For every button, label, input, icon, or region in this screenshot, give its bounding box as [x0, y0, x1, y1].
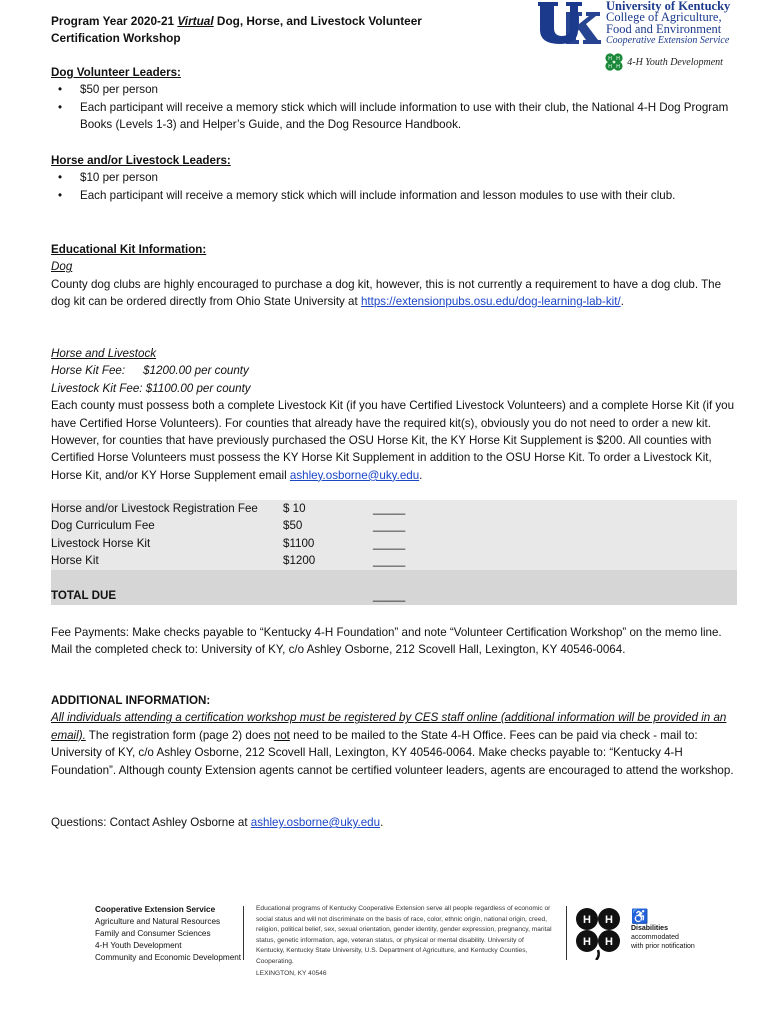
total-row: TOTAL DUE _____ — [51, 570, 737, 605]
dog-heading: Dog Volunteer Leaders: — [51, 66, 181, 79]
dog-section — [51, 64, 741, 134]
title-emphasis: Virtual — [177, 14, 214, 28]
svg-text:H: H — [583, 914, 591, 926]
dog-kit-link[interactable]: https://extensionpubs.osu.edu/dog-learning-lab-kit/ — [360, 295, 621, 309]
footer-disclaimer: Educational programs of Kentucky Cooperative Extension serve all people regardless of economic or social status and will not discriminate on the basis of race, color, ethnic origin, national origin, creed, religion, political belief, sex, sexual orientation, gender identity, gender expression, pregnancy, marital status, genetic information, age, veteran status, or physical or mental disability. University of Kentucky, Kentucky State University, U.S. Department of Agriculture, and Kentucky Counties, Cooperating. LEXINGTON, KY 40546 — [256, 905, 552, 977]
horse-livestock-text: Each county must possess both a complete Livestock Kit (if you have Certified Livestock Volunteers) and a complete Horse Kit (if you have Certified Horse Volunteers). For counties that already have the required kit(s), obviously you do not need to order a new kit. However, for counties that have previously purchased the OSU Horse Kit, the KY Horse Kit Supplement is $200. All counties with Certified Horse Volunteers must possess the KY Horse Kit Supplement in addition to the OSU Horse Kit. To order a Livestock Kit, Horse Kit, and/or KY Horse Supplement email ashley.osborne@uky.edu. — [51, 399, 735, 482]
table-row: Livestock Horse Kit $1100 _____ — [51, 535, 737, 552]
fee-table — [51, 500, 737, 605]
payment-text: Fee Payments: Make checks payable to “Kentucky 4-H Foundation” and note “Volunteer Certification Workshop” on the memo line. Mail the completed check to: University of KY, c/o Ashley Osborne, 212 Scovell Hall, Lexington, KY 40546-0064. — [51, 626, 722, 657]
svg-text:H: H — [608, 56, 612, 62]
uk-logo-text: University of Kentucky College of Agriculture, Food and Environment Cooperative Extension Service — [606, 0, 731, 46]
horse-livestock-kit-section — [51, 345, 741, 484]
accessibility-note: ♿ Disabilities accommodated with prior notification — [631, 908, 695, 950]
list-item: • Each participant will receive a memory stick which will include information and lesson modules to use with their club. — [51, 187, 741, 204]
footer-programs: Cooperative Extension Service Agriculture and Natural Resources Family and Consumer Sciences 4-H Youth Development Community and Economic Development — [95, 905, 242, 962]
svg-text:H: H — [605, 914, 613, 926]
list-item: • $10 per person — [51, 169, 741, 186]
four-h-logo: H H H H 4-H Youth Development — [604, 52, 723, 72]
additional-section — [51, 692, 741, 779]
additional-text: All individuals attending a certification workshop must be registered by CES staff online (additional information will be provided in an email). The registration form (page 2) does not need to be mailed to the State 4-H Office. Fees can be paid via check - mail to: University of KY, c/o Ashley Osborne, 212 Scovell Hall, Lexington, KY 40546-0064. Make checks payable to: “Kentucky 4-H Foundation”. Although county Extension agents cannot be certified volunteer leaders, agents are encouraged to attend the workshop. — [51, 711, 734, 777]
kit-heading: Educational Kit Information: — [51, 243, 207, 256]
questions-text: Questions: Contact Ashley Osborne at ashley.osborne@uky.edu. — [51, 816, 384, 829]
page-title: Program Year 2020-21 Virtual Dog, Horse, and Livestock Volunteer Certification Workshop — [51, 14, 422, 45]
footer-divider — [243, 906, 244, 960]
list-item: • Each participant will receive a memory stick which will include information to use with their club, the National 4-H Dog Program Books (Levels 1-3) and Helper’s Guide, and the Dog Resource Handbook. — [51, 99, 741, 134]
svg-text:H: H — [608, 64, 612, 70]
wheelchair-icon: ♿ — [631, 908, 649, 924]
dog-subheading: Dog — [51, 260, 73, 274]
svg-text:H: H — [616, 56, 620, 62]
additional-heading: ADDITIONAL INFORMATION: — [51, 694, 211, 707]
horse-section — [51, 152, 741, 204]
svg-text:H: H — [605, 936, 613, 948]
table-row: Dog Curriculum Fee $50 _____ — [51, 517, 737, 534]
dog-bullets — [51, 81, 741, 133]
horse-bullets — [51, 169, 741, 204]
questions-email-link[interactable]: ashley.osborne@uky.edu — [250, 816, 381, 829]
svg-text:H: H — [616, 64, 620, 70]
order-email-link[interactable]: ashley.osborne@uky.edu — [289, 468, 420, 482]
kit-section — [51, 241, 741, 311]
horse-heading: Horse and/or Livestock Leaders: — [51, 154, 231, 167]
list-item: • $50 per person — [51, 81, 741, 98]
horse-livestock-subheading: Horse and Livestock — [51, 347, 157, 360]
uk-logo-icon — [536, 0, 602, 48]
livestock-kit-fee: Livestock Kit Fee: $1100.00 per county — [51, 381, 251, 395]
dog-kit-text: County dog clubs are highly encouraged to purchase a dog kit, however, this is not currently a requirement to have a dog club. The dog kit can be ordered directly from Ohio State University at https://extensionpubs.osu.edu/dog-learning-lab-kit/. — [51, 277, 722, 309]
table-row: Horse Kit $1200 _____ — [51, 552, 737, 569]
four-h-clover-icon — [572, 904, 624, 960]
footer-divider — [566, 906, 567, 960]
horse-kit-fee: Horse Kit Fee: $1200.00 per county — [51, 364, 249, 378]
svg-text:H: H — [583, 936, 591, 948]
table-row: Horse and/or Livestock Registration Fee $ 10 _____ — [51, 500, 737, 517]
